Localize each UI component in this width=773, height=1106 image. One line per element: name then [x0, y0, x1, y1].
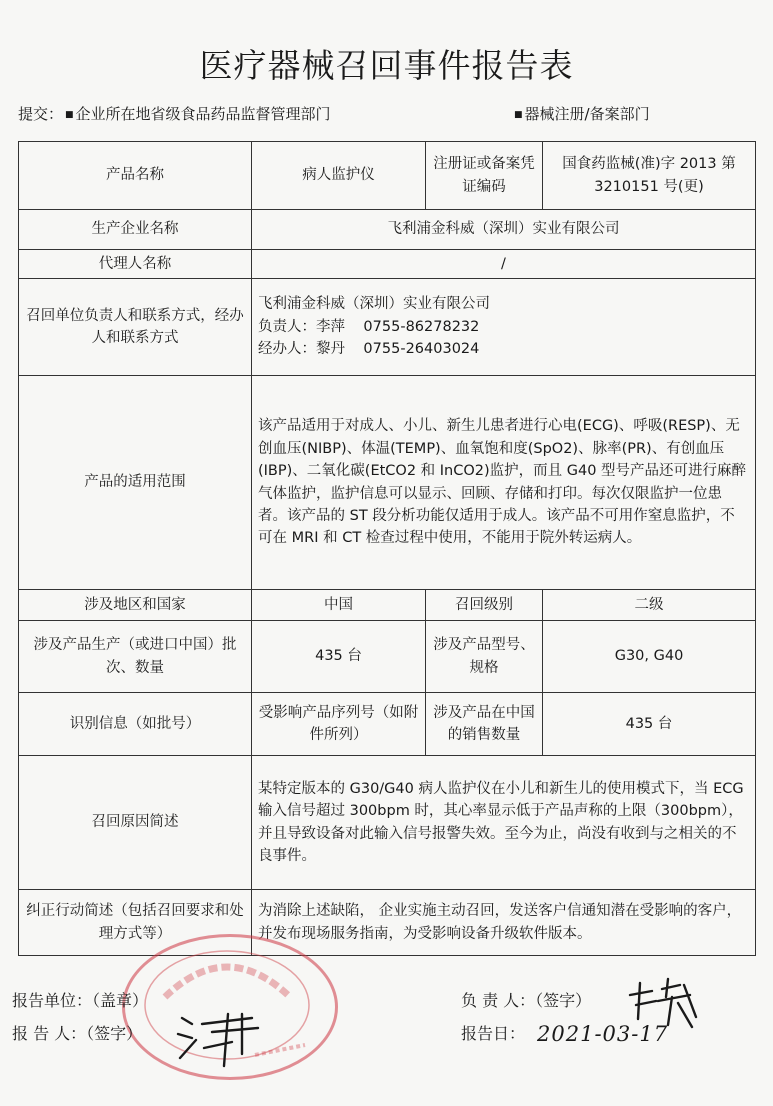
table-row [19, 376, 756, 590]
report-unit-label: 报告单位：（盖章） [12, 991, 149, 1010]
owner-signature-icon [622, 975, 702, 1035]
serial-label: 受影响产品序列号（如附件所列） [252, 693, 426, 756]
report-date-value: 2021-03-17 [537, 1022, 669, 1046]
action-value: 为消除上述缺陷， 企业实施主动召回，发送客户信通知潜在受影响的客户，并发布现场服务指南，为受影响设备升级软件版本。 [252, 890, 756, 956]
recall-level-label: 召回级别 [426, 590, 543, 621]
manufacturer-label: 生产企业名称 [19, 210, 252, 250]
reason-value: 某特定版本的 G30/G40 病人监护仪在小儿和新生儿的使用模式下，当 ECG 输入信号超过 300bpm 时，其心率显示低于产品声称的上限（300bpm），并且导致设备对此输入信号报警失效。至今为止，尚没有收到与之相关的不良事件。 [252, 756, 756, 890]
scope-value: 该产品适用于对成人、小儿、新生儿患者进行心电(ECG)、呼吸(RESP)、无创血压(NIBP)、体温(TEMP)、血氧饱和度(SpO2)、脉率(PR)、有创血压(IBP)、二氧化碳(EtCO2 和 InCO2)监护，而且 G40 型号产品还可进行麻醉气体监护，监护信息可以显示、回顾、存储和打印。每次仅限监护一位患者。该产品的 ST 段分析功能仅适用于成人。该产品不可用作窒息监护，不可在 MRI 和 CT 检查过程中使用，不能用于院外转运病人。 [252, 376, 756, 590]
reporter-signature-icon [172, 1008, 267, 1068]
product-name-label: 产品名称 [19, 142, 252, 210]
owner-label: 负 责 人：（签字） [461, 991, 592, 1010]
recall-level-value: 二级 [543, 590, 756, 621]
table-row [19, 210, 756, 250]
submit-line [18, 103, 758, 127]
submit-target-2: 器械注册/备案部门 [524, 105, 650, 123]
submit-target-2-wrap [512, 103, 650, 124]
scope-label: 产品的适用范围 [19, 376, 252, 590]
table-row [19, 590, 756, 621]
table-row [19, 693, 756, 756]
table-row [19, 756, 756, 890]
model-value: G30, G40 [543, 621, 756, 693]
agent-value: / [252, 250, 756, 279]
submit-target-1: 企业所在地省级食品药品监督管理部门 [75, 105, 331, 123]
batch-value: 435 台 [252, 621, 426, 693]
sales-label: 涉及产品在中国的销售数量 [426, 693, 543, 756]
submit-prefix: 提交： [18, 105, 64, 123]
table-row [19, 279, 756, 376]
reg-code-label: 注册证或备案凭证编码 [426, 142, 543, 210]
table-row [19, 621, 756, 693]
region-value: 中国 [252, 590, 426, 621]
id-info-label: 识别信息（如批号） [19, 693, 252, 756]
region-label: 涉及地区和国家 [19, 590, 252, 621]
product-name-value: 病人监护仪 [252, 142, 426, 210]
reg-code-value: 国食药监械(准)字 2013 第 3210151 号(更) [543, 142, 756, 210]
batch-label: 涉及产品生产（或进口中国）批次、数量 [19, 621, 252, 693]
document-title: 医疗器械召回事件报告表 [199, 46, 574, 85]
contact-value [252, 279, 756, 376]
table-row [19, 142, 756, 210]
model-label: 涉及产品型号、规格 [426, 621, 543, 693]
contact-handler: 经办人：黎丹 0755-26403024 [258, 341, 480, 358]
table-row [19, 250, 756, 279]
contact-person: 负责人：李萍 0755-86278232 [258, 318, 480, 335]
agent-label: 代理人名称 [19, 250, 252, 279]
reporter-label: 报 告 人：（签字） [12, 1024, 143, 1043]
reason-label: 召回原因简述 [19, 756, 252, 890]
recall-report-table [18, 141, 756, 956]
checkbox-marker-icon: ■ [514, 110, 523, 120]
contact-company: 飞利浦金科威（深圳）实业有限公司 [258, 296, 490, 313]
action-label: 纠正行动简述（包括召回要求和处理方式等） [19, 890, 252, 956]
report-date-label: 报告日： [461, 1024, 526, 1043]
checkbox-marker-icon: ■ [65, 110, 74, 120]
contact-label: 召回单位负责人和联系方式，经办人和联系方式 [19, 279, 252, 376]
sales-value: 435 台 [543, 693, 756, 756]
manufacturer-value: 飞利浦金科威（深圳）实业有限公司 [252, 210, 756, 250]
